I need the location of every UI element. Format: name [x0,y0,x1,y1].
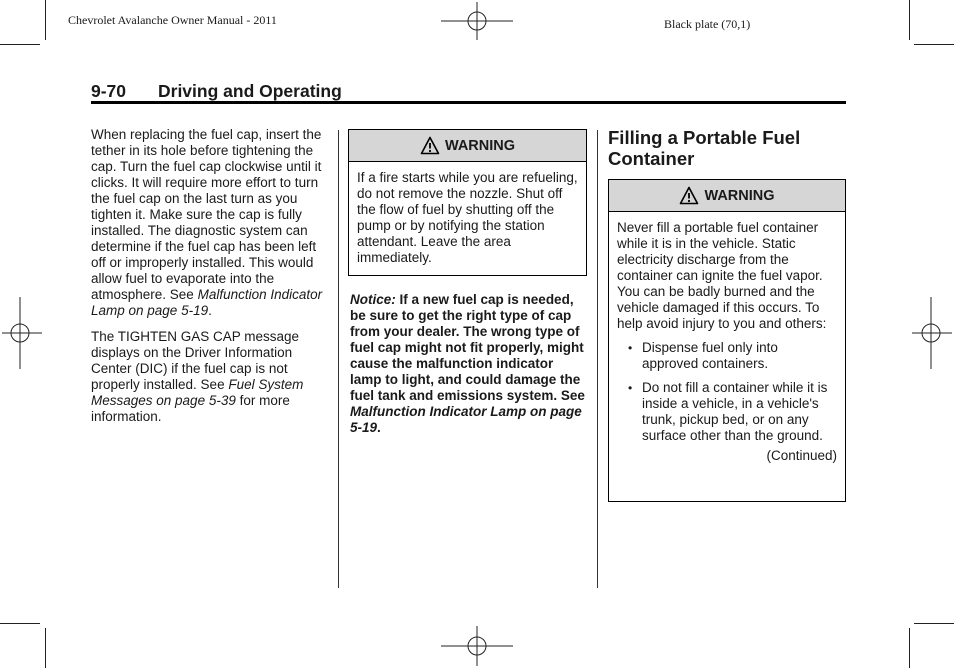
subsection-heading: Filling a Portable Fuel Container [608,127,801,169]
warning-box [348,129,587,276]
crop-mark [909,628,910,668]
column-divider [338,130,339,588]
crop-mark [45,628,46,668]
cross-reference[interactable]: Malfunction Indicator Lamp on page 5-19 [91,287,323,318]
bullet-icon: • [628,381,633,395]
crop-mark [914,44,954,45]
registration-mark-icon [441,626,513,668]
warning-text: Never fill a portable fuel container while it is in the vehicle. Static electricity discharge from the container can ignite the fuel vapor. You can be badly burned and the vehicle damaged if this occurs. To help avoid injury to you and others: [617,220,827,331]
warning-label: WARNING [704,187,775,204]
bullet-icon: • [628,341,633,355]
section-title: Driving and Operating [158,81,342,101]
warning-header [609,180,845,212]
crop-mark [45,0,46,40]
section-rule [91,101,846,104]
cross-reference[interactable]: Fuel System Messages on page 5-39 [91,377,304,408]
page-number: 9-70 [91,81,127,101]
crop-mark [914,623,954,624]
column-1 [91,127,331,435]
plate-label: Black plate (70,1) [664,17,751,31]
warning-body [609,212,845,470]
section-header [91,81,846,102]
cross-reference[interactable]: Malfunction Indicator Lamp on page 5-19 [350,404,582,435]
paragraph: When replacing the fuel cap, insert the tether in its hole before tightening the cap. Turn the fuel cap clockwise until it clicks. It will require more effort to turn the fuel cap on the last turn as you tighten it. Make sure the cap is fully installed. The diagnostic system can determine if the fuel cap has been left off or improperly installed. This would allow fuel to evaporate into the atmosphere. See Malfunction Indicator Lamp on page 5-19. [91,127,323,318]
registration-mark-icon [912,297,954,369]
registration-mark-icon [0,297,42,369]
warning-header [349,130,586,162]
registration-mark-icon [441,0,513,40]
notice-paragraph: Notice: If a new fuel cap is needed, be sure to get the right type of cap from your dealer. The wrong type of fuel cap might not fit properly, might cause the malfunction indicator lamp to light, and could damage the fuel tank and emissions system. See Malfunction Indicator Lamp on page 5-19. [350,292,585,435]
crop-mark [0,623,40,624]
crop-mark [0,44,40,45]
list-item: • Do not fill a container while it is inside a vehicle, in a vehicle's trunk, pickup bed, or on any surface other than the ground. [628,380,828,443]
continued-label: (Continued) [766,448,837,463]
warning-label: WARNING [444,137,516,154]
warning-text: If a fire starts while you are refueling, do not remove the nozzle. Shut off the flow of fuel by shutting off the pump or by notifying the station attendant. Leave the area immediately. [357,170,578,265]
notice-label: Notice: [350,292,396,307]
list-item: • Dispense fuel only into approved containers. [628,340,778,371]
crop-mark [909,0,910,40]
warning-box [608,179,846,502]
paragraph: The TIGHTEN GAS CAP message displays on the Driver Information Center (DIC) if the fuel cap is not properly installed. See Fuel System Messages on page 5-39 for more information. [91,329,304,424]
warning-icon [679,186,699,205]
column-divider [597,130,598,588]
manual-title: Chevrolet Avalanche Owner Manual - 2011 [68,13,277,27]
warning-icon [420,136,440,155]
